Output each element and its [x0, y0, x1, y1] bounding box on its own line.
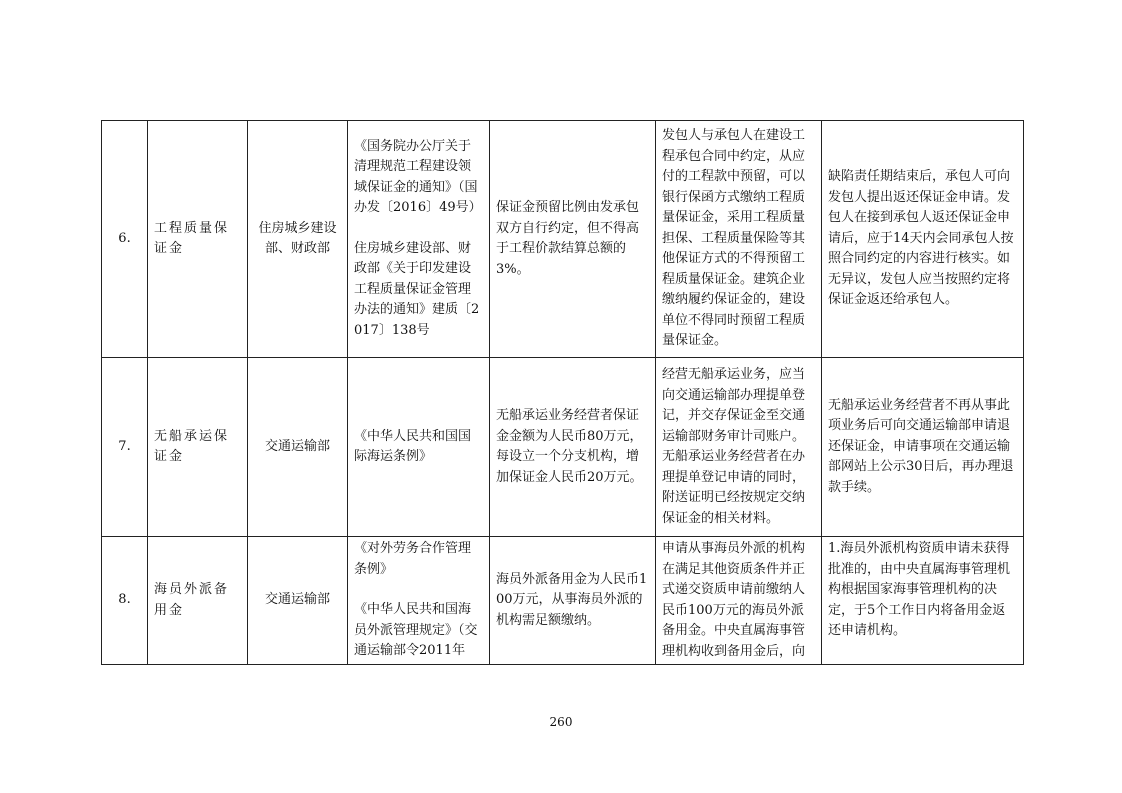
table-row	[102, 121, 1024, 358]
collection-standard: 海员外派备用金为人民币100万元，从事海员外派的机构需足额缴纳。	[490, 537, 656, 665]
return-procedure: 1.海员外派机构资质申请未获得批准的，由中央直属海事管理机构根据国家海事管理机构的决定，于5个工作日内将备用金返还申请机构。	[822, 537, 1024, 665]
legal-basis-item: 《对外劳务合作管理条例》	[354, 541, 472, 577]
legal-basis-item: 《国务院办公厅关于清理规范工程建设领域保证金的通知》（国办发〔2016〕49号）	[354, 138, 482, 216]
deposit-name: 海员外派备用金	[148, 537, 248, 665]
legal-basis	[348, 537, 490, 665]
collection-method: 发包人与承包人在建设工程承包合同中约定，从应付的工程款中预留，可以银行保函方式缴纳工程质量保证金，采用工程质量担保、工程质量保险等其他保证方式的不得预留工程质量保证金。建筑企业缴纳履约保证金的，建设单位不得同时预留工程质量保证金。	[656, 121, 822, 358]
collection-standard: 无船承运业务经营者保证金金额为人民币80万元，每设立一个分支机构，增加保证金人民币20万元。	[490, 358, 656, 537]
row-number: 8.	[102, 537, 148, 665]
table-row	[102, 358, 1024, 537]
department: 住房城乡建设部、财政部	[248, 121, 348, 358]
deposit-table	[101, 120, 1024, 665]
department: 交通运输部	[248, 537, 348, 665]
row-number: 6.	[102, 121, 148, 358]
deposit-name: 无船承运保证金	[148, 358, 248, 537]
collection-method: 申请从事海员外派的机构在满足其他资质条件并正式递交资质申请前缴纳人民币100万元的海员外派备用金。中央直属海事管理机构收到备用金后，向	[656, 537, 822, 665]
legal-basis	[348, 358, 490, 537]
table-row	[102, 537, 1024, 665]
return-procedure: 无船承运业务经营者不再从事此项业务后可向交通运输部申请退还保证金，申请事项在交通运输部网站上公示30日后，再办理退款手续。	[822, 358, 1024, 537]
legal-basis	[348, 121, 490, 358]
department: 交通运输部	[248, 358, 348, 537]
return-procedure: 缺陷责任期结束后，承包人可向发包人提出返还保证金申请。发包人在接到承包人返还保证金申请后，应于14天内会同承包人按照合同约定的内容进行核实。如无异议，发包人应当按照约定将保证金返还给承包人。	[822, 121, 1024, 358]
legal-basis-item: 《中华人民共和国海员外派管理规定》（交通运输部令2011年	[354, 602, 478, 658]
page-number: 260	[549, 715, 573, 729]
row-number: 7.	[102, 358, 148, 537]
collection-standard: 保证金预留比例由发承包双方自行约定，但不得高于工程价款结算总额的3%。	[490, 121, 656, 358]
legal-basis-item: 住房城乡建设部、财政部《关于印发建设工程质量保证金管理办法的通知》建质〔2017〕138号	[354, 240, 480, 338]
deposit-name: 工程质量保证金	[148, 121, 248, 358]
collection-method: 经营无船承运业务，应当向交通运输部办理提单登记，并交存保证金至交通运输部财务审计司账户。无船承运业务经营者在办理提单登记申请的同时，附送证明已经按规定交纳保证金的相关材料。	[656, 358, 822, 537]
legal-basis-item: 《中华人民共和国国际海运条例》	[354, 428, 472, 464]
